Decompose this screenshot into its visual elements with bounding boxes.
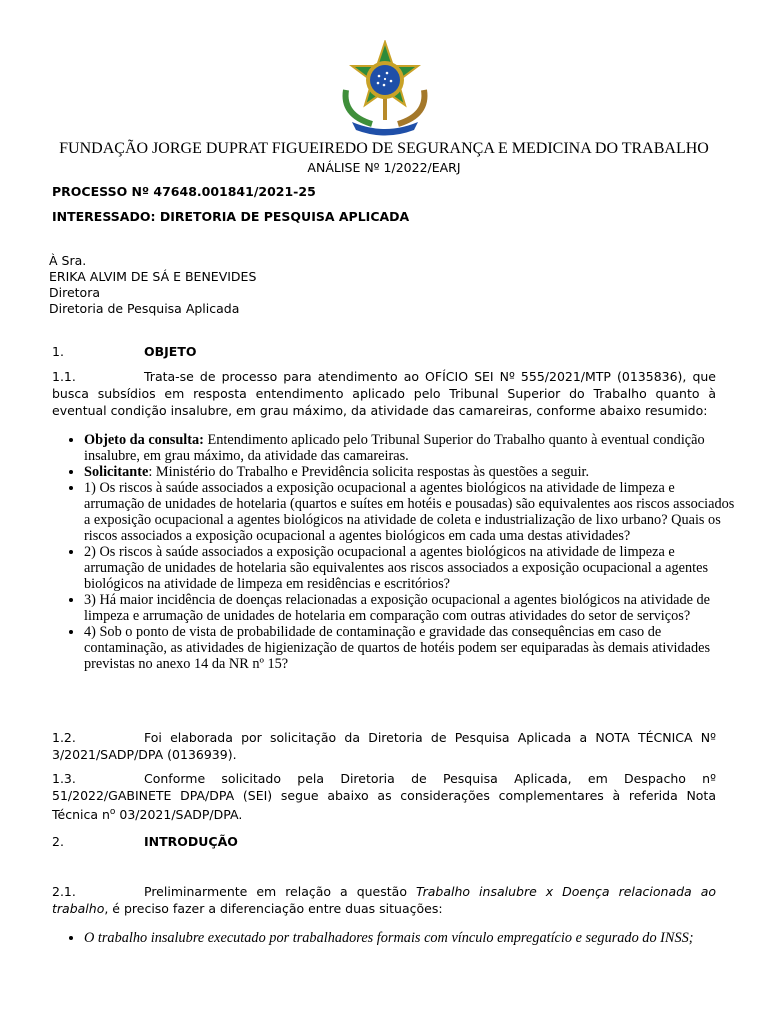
situations-bullet-list	[66, 930, 736, 946]
section-number: 1.	[52, 344, 64, 359]
list-item: • 2) Os riscos à saúde associados a exposição ocupacional a agentes biológicos na atividade de limpeza e arrumação de unidades de hotelaria são equivalentes aos riscos associados a exposição ocupacional a agentes biológicos na atividade de limpeza em residências e escritórios?	[84, 544, 736, 592]
paragraph-text: Trata-se de processo para atendimento ao OFÍCIO SEI Nº 555/2021/MTP (0135836), que busca subsídios em resposta entendimento aplicado pelo Tribunal Superior do Trabalho quanto à eventual condição insalubre, em grau máximo, da atividade das camareiras, conforme abaixo resumido:	[52, 369, 716, 418]
consultation-bullet-list	[66, 432, 736, 672]
section-objeto	[52, 344, 197, 359]
brazil-coat-of-arms-icon	[332, 40, 438, 136]
addressee-block	[49, 253, 256, 317]
paragraph-1-3: 1.3. Conforme solicitado pela Diretoria de Pesquisa Aplicada, em Despacho nº 51/2022/GABINETE DPA/DPA (SEI) segue abaixo as considerações complementares à referida Nota Técnica $n^o$ 03/2021/SADP/DPA.	[52, 771, 716, 823]
paragraph-2-1: 2.1. Preliminarmente em relação a questão Trabalho insalubre x Doença relacionada ao trabalho, é preciso fazer a diferenciação entre duas situações:	[52, 884, 716, 916]
process-number: PROCESSO Nº 47648.001841/2021-25	[52, 184, 316, 199]
list-item: • 3) Há maior incidência de doenças relacionadas a exposição ocupacional a agentes biológicos na atividade de limpeza e arrumação de unidades de hotelaria em comparação com outras atividades do setor de serviços?	[84, 592, 736, 624]
organization-title: FUNDAÇÃO JORGE DUPRAT FIGUEIREDO DE SEGURANÇA E MEDICINA DO TRABALHO	[59, 140, 709, 157]
paragraph-number: 1.1.	[52, 369, 76, 384]
section-title: OBJETO	[144, 344, 197, 359]
paragraph-text: Foi elaborada por solicitação da Diretoria de Pesquisa Aplicada a NOTA TÉCNICA Nº 3/2021/SADP/DPA (0136939).	[52, 730, 716, 762]
list-item: • Objeto da consulta: Entendimento aplicado pelo Tribunal Superior do Trabalho quanto à eventual condição insalubre, em grau máximo, da atividade das camareiras.	[84, 432, 736, 464]
addressee-name: ERIKA ALVIM DE SÁ E BENEVIDES	[49, 269, 257, 284]
interested-party: INTERESSADO: DIRETORIA DE PESQUISA APLICADA	[52, 209, 410, 224]
addressee-salutation: À Sra.	[49, 253, 87, 268]
section-introducao	[52, 834, 238, 849]
addressee-department: Diretoria de Pesquisa Aplicada	[49, 301, 240, 316]
addressee-role: Diretora	[49, 285, 101, 300]
paragraph-number: 1.2.	[52, 730, 76, 745]
section-title: INTRODUÇÃO	[144, 834, 238, 849]
paragraph-number: 2.1.	[52, 884, 76, 899]
list-item: • Solicitante: Ministério do Trabalho e Previdência solicita respostas às questões a seguir.	[84, 464, 736, 480]
list-item: • 4) Sob o ponto de vista de probabilidade de contaminação e gravidade das consequências em caso de contaminação, as atividades de higienização de quartos de hotéis podem ser equiparadas às demais atividades previstas no anexo 14 da NR nº 15?	[84, 624, 736, 672]
section-number: 2.	[52, 834, 64, 849]
paragraph-1-1	[52, 368, 716, 419]
list-item: • 1) Os riscos à saúde associados a exposição ocupacional a agentes biológicos na atividade de limpeza e arrumação de unidades de hotelaria (quartos e suítes em hotéis e pousadas) são equivalentes aos riscos associados a exposição ocupacional a agentes biológicos na atividade de coleta e industrialização de lixo urbano? Quais os riscos associados a exposição ocupacional a agentes biológicos em cada uma destas atividades?	[84, 480, 736, 544]
paragraph-1-2	[52, 729, 716, 763]
analysis-number: ANÁLISE Nº 1/2022/EARJ	[307, 160, 461, 175]
list-item: • O trabalho insalubre executado por trabalhadores formais com vínculo empregatício e segurado do INSS;	[84, 930, 736, 946]
paragraph-number: 1.3.	[52, 771, 76, 786]
